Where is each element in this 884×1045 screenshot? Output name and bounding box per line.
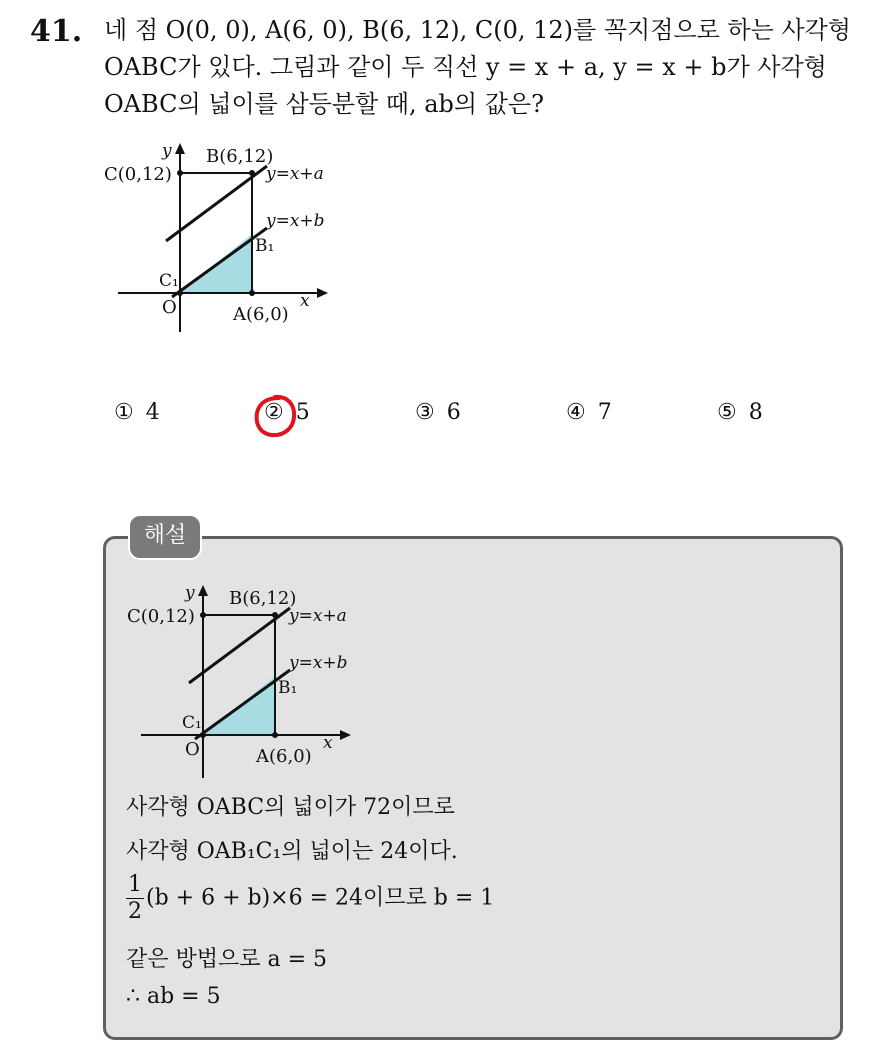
choice-3-value: 6 (446, 400, 461, 425)
solution-line-3-text: (b + 6 + b)×6 = 24이므로 b = 1 (146, 885, 495, 911)
y-axis-arrow (198, 585, 208, 596)
choice-2[interactable] (264, 400, 310, 425)
label-B1: B₁ (255, 236, 275, 256)
question-number: 41. (30, 14, 83, 49)
solution-line-2: 사각형 OAB₁C₁의 넓이는 24이다. (126, 839, 458, 864)
choice-1-mark: ① (114, 400, 134, 425)
choice-1-value: 4 (145, 400, 160, 425)
point-A (272, 732, 278, 738)
y-axis-arrow (175, 143, 185, 154)
label-A: A(6,0) (233, 304, 289, 325)
choice-2-mark: ② (264, 400, 284, 425)
solution-figure (123, 582, 373, 782)
choice-2-value: 5 (295, 400, 310, 425)
fraction-numerator: 1 (128, 872, 142, 897)
fraction-denominator: 2 (128, 899, 142, 924)
solution-line-5: ∴ ab = 5 (126, 984, 221, 1009)
label-C1: C₁ (159, 271, 179, 291)
x-axis-arrow (340, 730, 351, 740)
choice-5-value: 8 (748, 400, 763, 425)
choice-4-value: 7 (597, 400, 612, 425)
label-B1: B₁ (278, 678, 298, 698)
label-A: A(6,0) (256, 746, 312, 767)
label-y: y (185, 583, 195, 603)
choice-5-mark: ⑤ (717, 400, 737, 425)
question-figure (100, 140, 350, 340)
point-B (249, 170, 255, 176)
choice-3-mark: ③ (415, 400, 435, 425)
label-x: x (300, 291, 310, 311)
label-line-a: y=x+a (266, 164, 324, 184)
label-C1: C₁ (182, 713, 202, 733)
label-C: C(0,12) (127, 606, 195, 627)
label-B: B(6,12) (229, 588, 297, 609)
question-line-3: OABC의 넓이를 삼등분할 때, ab의 값은? (104, 90, 544, 118)
point-C (200, 612, 206, 618)
question-line-2: OABC가 있다. 그림과 같이 두 직선 y = x + a, y = x + b가 사각형 (104, 53, 827, 81)
solution-line-3 (126, 874, 494, 923)
solution-line-1: 사각형 OABC의 넓이가 72이므로 (126, 795, 455, 820)
point-B (272, 612, 278, 618)
choice-4[interactable] (566, 400, 612, 425)
label-O: O (185, 739, 200, 760)
label-line-b: y=x+b (289, 653, 348, 673)
point-A (249, 290, 255, 296)
label-B: B(6,12) (206, 146, 274, 167)
label-line-a: y=x+a (289, 606, 347, 626)
point-C (177, 170, 183, 176)
label-line-b: y=x+b (266, 211, 325, 231)
question-text (104, 12, 864, 123)
solution-label: 해설 (128, 514, 202, 560)
choice-3[interactable] (415, 400, 461, 425)
solution-line-4: 같은 방법으로 a = 5 (126, 947, 328, 972)
fraction-one-half (126, 874, 144, 923)
label-O: O (162, 297, 177, 318)
answer-choices (0, 400, 884, 434)
label-y: y (162, 141, 172, 161)
choice-1[interactable] (114, 400, 160, 425)
question-line-1: 네 점 O(0, 0), A(6, 0), B(6, 12), C(0, 12)를 꼭지점으로 하는 사각형 (104, 16, 851, 44)
label-x: x (323, 733, 333, 753)
x-axis-arrow (317, 288, 328, 298)
choice-5[interactable] (717, 400, 763, 425)
choice-4-mark: ④ (566, 400, 586, 425)
label-C: C(0,12) (104, 164, 172, 185)
